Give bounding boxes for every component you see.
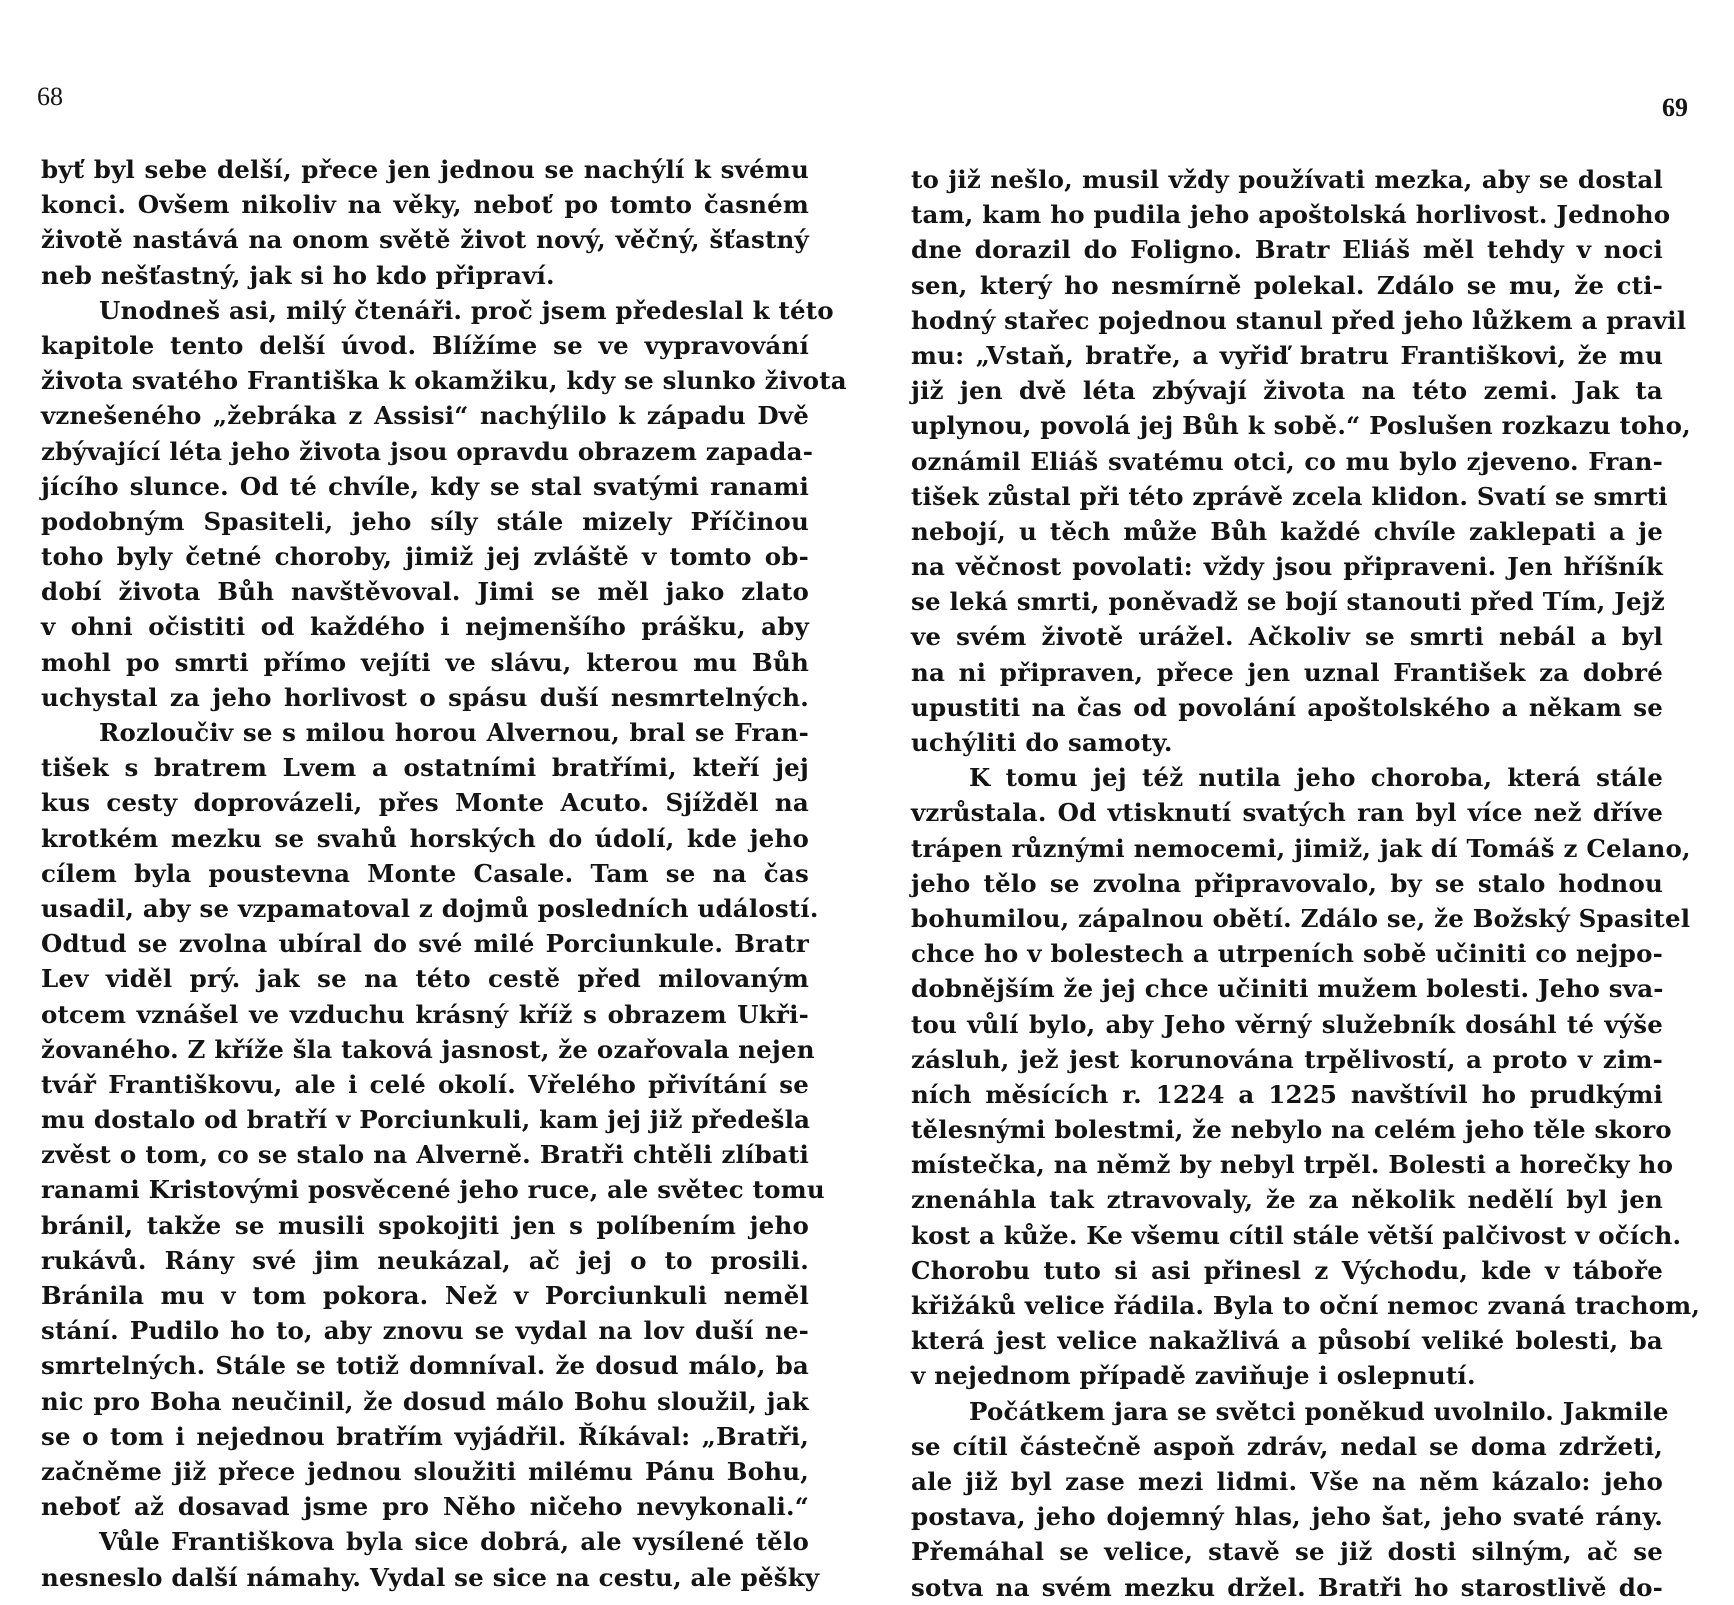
text-line: toho byly četné choroby, jimiž jej zvláště v tomto ob-: [41, 542, 809, 572]
text-line: začněme již přece jednou sloužiti milému Pánu Bohu,: [41, 1456, 809, 1486]
text-line: otcem vznášel ve vzduchu krásný kříž s obrazem Ukři-: [41, 999, 809, 1029]
text-line: upustiti na čas od povolání apoštolského a někam se: [911, 692, 1663, 722]
text-line: zbývající léta jeho života jsou opravdu obrazem zapada-: [41, 436, 814, 466]
text-line: nebojí, u těch může Bůh každé chvíle zaklepati a je: [911, 516, 1663, 546]
text-line: hodný stařec pojednou stanul před jeho lůžkem a pravil: [911, 305, 1687, 335]
text-line: K tomu jej též nutila jeho choroba, která stále: [969, 763, 1663, 793]
text-line: Přemáhal se velice, stavě se již dosti silným, ač se: [911, 1537, 1663, 1567]
text-line: mu: „Vstaň, bratře, a vyřiď bratru Františkovi, že mu: [911, 340, 1663, 370]
text-line: dobí života Bůh navštěvoval. Jimi se měl jako zlato: [41, 577, 809, 607]
text-line: chce ho v bolestech a utrpeních sobě učiniti co nejpo-: [911, 939, 1663, 969]
text-line: jícího slunce. Od té chvíle, kdy se stal svatými ranami: [41, 471, 809, 501]
text-line: uchystal za jeho horlivost o spásu duší nesmrtelných.: [41, 682, 809, 712]
text-line: byť byl sebe delší, přece jen jednou se nachýlí k svému: [41, 155, 809, 184]
body-text: [41, 152, 847, 1595]
text-line: neboť až dosavad jsme pro Něho ničeho nevykonali.“: [41, 1492, 809, 1522]
text-line: ale již byl zase mezi lidmi. Vše na něm kázalo: jeho: [911, 1466, 1663, 1496]
text-line: podobným Spasiteli, jeho síly stále mizely Příčinou: [41, 506, 809, 536]
text-line: to již nešlo, musil vždy používati mezka, aby se dostal: [911, 165, 1663, 194]
text-line: mohl po smrti přímo vejíti ve slávu, kterou mu Bůh: [41, 647, 809, 677]
text-line: se cítil částečně aspoň zdráv, nedal se doma zdržeti,: [911, 1431, 1663, 1461]
text-line: života svatého Františka k okamžiku, kdy se slunko života: [41, 366, 847, 396]
text-line: která jest velice nakažlivá a působí veliké bolesti, ba: [911, 1326, 1663, 1356]
text-line: sotva na svém mezku držel. Bratři ho starostlivě do-: [911, 1572, 1663, 1602]
text-line: ve svém životě urážel. Ačkoliv se smrti nebál a byl: [911, 622, 1663, 652]
text-line: krotkém mezku se svahů horských do údolí, kde jeho: [41, 823, 809, 853]
text-line: nesneslo další námahy. Vydal se sice na cestu, ale pěšky: [41, 1562, 820, 1592]
text-line: smrtelných. Stále se totiž domníval. že dosud málo, ba: [41, 1351, 809, 1381]
text-line: tvář Františkovu, ale i celé okolí. Vřelého přivítání se: [41, 1069, 809, 1099]
text-line: bohumilou, zápalnou obětí. Zdálo se, že Božský Spasitel: [911, 903, 1691, 933]
text-line: Rozloučiv se s milou horou Alvernou, bral se Fran-: [99, 718, 809, 747]
text-line: usadil, aby se vzpamatoval z dojmů posledních událostí.: [41, 893, 819, 923]
text-line: postava, jeho dojemný hlas, jeho šat, jeho svaté rány.: [911, 1502, 1663, 1532]
text-line: dne dorazil do Foligno. Bratr Eliáš měl tehdy v noci: [911, 235, 1663, 265]
text-line: uplynou, povolá jej Bůh k sobě.“ Poslušen rozkazu toho,: [911, 411, 1691, 441]
text-line: jeho tělo se zvolna připravovalo, by se stalo hodnou: [911, 868, 1663, 898]
text-line: již jen dvě léta zbývají života na této zemi. Jak ta: [911, 376, 1663, 406]
text-line: rukávů. Rány své jim neukázal, ač jej o to prosili.: [41, 1245, 809, 1275]
left-page: [0, 0, 867, 1592]
text-line: uchýliti do samoty.: [911, 728, 1173, 757]
text-line: tělesnými bolestmi, že nebylo na celém jeho těle skoro: [911, 1115, 1672, 1145]
text-line: na ni připraven, přece jen uznal František za dobré: [911, 657, 1663, 687]
text-line: ranami Kristovými posvěcené jeho ruce, ale světec tomu: [41, 1175, 825, 1205]
text-line: Odtud se zvolna ubíral do své milé Porciunkule. Bratr: [41, 929, 809, 959]
text-line: znenáhla tak ztravovaly, že za několik nedělí byl jen: [911, 1185, 1663, 1215]
text-line: v ohni očistiti od každého i nejmenšího prášku, aby: [41, 612, 809, 642]
text-line: Unodneš asi, milý čtenáři. proč jsem předeslal k této: [99, 295, 834, 325]
text-line: křižáků velice řádila. Byla to oční nemoc zvaná trachom,: [911, 1291, 1701, 1320]
text-line: v nejednom případě zaviňuje i oslepnutí.: [911, 1361, 1476, 1391]
text-line: konci. Ovšem nikoliv na věky, neboť po tomto časném: [41, 190, 809, 220]
text-line: bránil, takže se musili spokojiti jen s políbením jeho: [41, 1210, 809, 1240]
text-line: kus cesty doprovázeli, přes Monte Acuto. Sjížděl na: [41, 788, 809, 818]
text-line: stání. Pudilo ho to, aby znovu se vydal na lov duší ne-: [41, 1316, 809, 1346]
text-line: sen, který ho nesmírně polekal. Zdálo se mu, že cti-: [911, 270, 1663, 300]
text-line: se o tom i nejednou bratřím vyjádřil. Říkával: „Bratři,: [41, 1421, 809, 1451]
text-line: dobnějším že jej chce učiniti mužem bolesti. Jeho sva-: [911, 974, 1664, 1004]
text-line: kapitole tento delší úvod. Blížíme se ve vypravování: [41, 330, 809, 360]
text-line: Vůle Františkova byla sice dobrá, ale vysílené tělo: [99, 1527, 809, 1557]
text-line: Bránila mu v tom pokora. Než v Porciunkuli neměl: [41, 1281, 809, 1310]
text-line: trápen různými nemocemi, jimiž, jak dí Tomáš z Celano,: [911, 833, 1691, 863]
text-line: žovaného. Z kříže šla taková jasnost, že ozařovala nejen: [41, 1034, 815, 1064]
text-line: tou vůlí bylo, aby Jeho věrný služebník dosáhl té výše: [911, 1009, 1663, 1039]
text-line: vzrůstala. Od vtisknutí svatých ran byl více než dříve: [911, 798, 1663, 828]
text-line: se leká smrti, poněvadž se bojí stanouti před Tím, Jejž: [911, 587, 1666, 617]
text-line: Chorobu tuto si asi přinesl z Východu, kde v táboře: [911, 1255, 1663, 1285]
text-line: místečka, na němž by nebyl trpěl. Bolesti a horečky ho: [911, 1150, 1674, 1180]
text-line: vznešeného „žebráka z Assisi“ nachýlilo k západu Dvě: [41, 401, 809, 431]
text-line: Lev viděl prý. jak se na této cestě před milovaným: [41, 964, 809, 994]
text-line: Počátkem jara se světci poněkud uvolnilo. Jakmile: [969, 1396, 1669, 1426]
text-line: kost a kůže. Ke všemu cítil stále větší palčivost v očích.: [911, 1220, 1682, 1250]
text-line: nic pro Boha neučinil, že dosud málo Bohu sloužil, jak: [41, 1386, 809, 1416]
text-line: tišek s bratrem Lvem a ostatními bratřími, kteří jej: [41, 753, 809, 783]
page-number: 68: [37, 82, 63, 111]
text-line: tišek zůstal při této zprávě zcela klidon. Svatí se smrti: [911, 481, 1668, 511]
text-line: oznámil Eliáš svatému otci, co mu bylo zjeveno. Fran-: [911, 446, 1663, 476]
text-line: na věčnost povolati: vždy jsou připraveni. Jen hříšník: [911, 552, 1663, 582]
text-line: neb nešťastný, jak si ho kdo připraví.: [41, 260, 555, 290]
text-line: zásluh, jež jest korunována trpělivostí, a proto v zim-: [911, 1044, 1663, 1074]
text-line: tam, kam ho pudila jeho apoštolská horlivost. Jednoho: [911, 200, 1671, 230]
text-line: zvěst o tom, co se stalo na Alverně. Bratři chtěli zlíbati: [41, 1140, 809, 1170]
right-page: [867, 0, 1734, 1602]
text-line: ních měsících r. 1224 a 1225 navštívil ho prudkými: [911, 1079, 1663, 1109]
page-number: 69: [1662, 93, 1688, 122]
body-text: [911, 162, 1701, 1605]
text-line: mu dostalo od bratří v Porciunkuli, kam jej již předešla: [41, 1105, 811, 1135]
text-line: životě nastává na onom světě život nový, věčný, šťastný: [41, 225, 809, 255]
text-line: cílem byla poustevna Monte Casale. Tam se na čas: [41, 858, 809, 888]
